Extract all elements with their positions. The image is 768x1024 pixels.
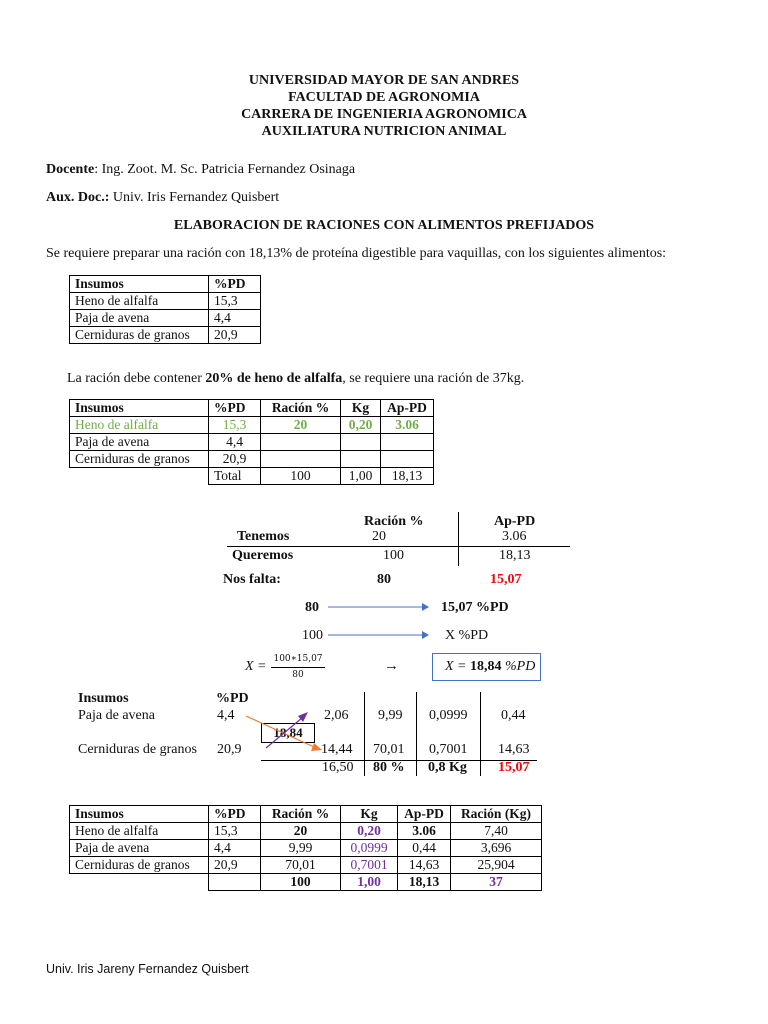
aux-label: Aux. Doc.: [46, 190, 110, 205]
header-cell: Insumos [70, 276, 209, 293]
table-row [70, 434, 434, 451]
pearson-row1-name: Paja de avena [78, 708, 155, 723]
table-cell: 20,9 [209, 451, 261, 468]
table-cell: 20 [261, 417, 341, 434]
pearson-row1-diff: 2,06 [324, 708, 349, 723]
table-cell: Cerniduras de granos [70, 451, 209, 468]
calc-queremos-racion: 100 [383, 548, 404, 563]
para-text: La ración debe contener [67, 371, 206, 386]
table-cell: 14,63 [398, 857, 451, 874]
formula-fraction-bar [271, 667, 325, 668]
table-cell: Paja de avena [70, 434, 209, 451]
document-title: ELABORACION DE RACIONES CON ALIMENTOS PREFIJADOS [173, 218, 595, 233]
table-cell: Heno de alfalfa [70, 293, 209, 310]
result-box [432, 653, 541, 681]
header-cell: Insumos [70, 400, 209, 417]
pearson-row2-pd: 20,9 [217, 742, 242, 757]
calc-queremos-label: Queremos [232, 548, 294, 563]
table-cell: 100 [261, 874, 341, 891]
table-row [70, 293, 261, 310]
table-cell: Paja de avena [70, 310, 209, 327]
pearson-divider [416, 692, 417, 776]
university-name: UNIVERSIDAD MAYOR DE SAN ANDRES [248, 73, 520, 88]
rule-row2-left: 100 [302, 628, 323, 643]
table-cell: 20,9 [209, 327, 261, 344]
calc-tenemos-label: Tenemos [237, 529, 290, 544]
pearson-row2-diff: 14,44 [321, 742, 353, 757]
rule-row2-right: X %PD [445, 628, 489, 643]
calc-vertical-divider [458, 512, 459, 566]
table-cell [261, 434, 341, 451]
pearson-total-pct: 80 % [373, 760, 405, 775]
table-cell: 20 [261, 823, 341, 840]
pearson-row1-kg: 0,0999 [429, 708, 468, 723]
table-cell: 15,3 [209, 823, 261, 840]
para-text: , se requiere una ración de 37kg. [342, 371, 525, 386]
pearson-row1-appd: 0,44 [501, 708, 526, 723]
table-cell: 0,20 [341, 823, 398, 840]
pearson-row2-pct: 70,01 [373, 742, 405, 757]
page-footer: Univ. Iris Jareny Fernandez Quisbert [46, 962, 249, 976]
rule-arrow-2 [328, 629, 430, 641]
table-cell: 100 [261, 468, 341, 485]
header-cell: Ración (Kg) [451, 806, 542, 823]
pearson-row1-pct: 9,99 [378, 708, 403, 723]
table-cell: Paja de avena [70, 840, 209, 857]
docente-label: Docente [46, 162, 95, 177]
pearson-total-kg: 0,8 Kg [428, 760, 467, 775]
table-row [70, 451, 434, 468]
insumos-table [69, 275, 261, 344]
table-cell: 20,9 [209, 857, 261, 874]
calc-col-appd: Ap-PD [494, 514, 536, 529]
rule-arrow-1 [328, 601, 430, 613]
table-cell: 3,696 [451, 840, 542, 857]
table-cell: 7,40 [451, 823, 542, 840]
table-total-row [70, 468, 434, 485]
result-value: 18,84 [470, 659, 502, 674]
calc-tenemos-racion: 20 [372, 529, 386, 544]
table-row [70, 310, 261, 327]
result-unit: %PD [501, 659, 536, 674]
table-cell [261, 451, 341, 468]
career-name: CARRERA DE INGENIERIA AGRONOMICA [241, 107, 527, 122]
table-cell: 1,00 [341, 874, 398, 891]
table-row [70, 823, 542, 840]
pearson-center-box: 18,84 [261, 723, 315, 743]
aux-value: Univ. Iris Fernandez Quisbert [109, 190, 280, 205]
pearson-row2-name: Cerniduras de granos [78, 742, 197, 757]
header-cell: %PD [209, 276, 261, 293]
header-title-block [0, 72, 768, 140]
table-cell: Total [209, 468, 261, 485]
header-cell: Kg [341, 400, 381, 417]
calc-falta-appd: 15,07 [490, 572, 522, 587]
result-text [445, 659, 535, 675]
table-cell: 4,4 [209, 840, 261, 857]
table-cell: 3.06 [398, 823, 451, 840]
table-row [70, 417, 434, 434]
table-cell: Heno de alfalfa [70, 823, 209, 840]
table-cell: Heno de alfalfa [70, 417, 209, 434]
pearson-divider [364, 692, 365, 776]
result-x: X = [445, 659, 470, 674]
empty-cell [70, 874, 209, 891]
table-cell: 9,99 [261, 840, 341, 857]
formula-x-equals: X = [245, 659, 267, 674]
calc-queremos-appd: 18,13 [499, 548, 531, 563]
table-row [70, 857, 542, 874]
header-cell: Ración % [261, 400, 341, 417]
formula-arrow: → [384, 658, 399, 674]
table-cell: 15,3 [209, 417, 261, 434]
header-cell: Ap-PD [398, 806, 451, 823]
calc-falta-racion: 80 [377, 572, 391, 587]
rule-row1-right: 15,07 %PD [441, 600, 509, 615]
para-bold-text: 20% de heno de alfalfa [205, 371, 343, 386]
ration-requirement-paragraph [67, 371, 524, 387]
table-cell: 18,13 [398, 874, 451, 891]
table-cell: Cerniduras de granos [70, 327, 209, 344]
table-cell: 25,904 [451, 857, 542, 874]
table-cell: Cerniduras de granos [70, 857, 209, 874]
pearson-header-pd: %PD [216, 691, 249, 706]
formula-numerator: 100∗15,07 [273, 654, 323, 664]
table-total-row [70, 874, 542, 891]
table-cell: 18,13 [381, 468, 434, 485]
table-row [70, 840, 542, 857]
table-header-row [70, 400, 434, 417]
pearson-header-insumos: Insumos [78, 691, 129, 706]
header-cell: %PD [209, 400, 261, 417]
intro-paragraph: Se requiere preparar una ración con 18,13% de proteína digestible para vaquillas, con los siguientes alimentos: [46, 246, 667, 261]
table-cell [341, 451, 381, 468]
docente-line [46, 162, 355, 178]
pearson-total-appd: 15,07 [498, 760, 530, 775]
table-cell: 0,20 [341, 417, 381, 434]
table-cell [341, 434, 381, 451]
header-cell: %PD [209, 806, 261, 823]
pearson-row1-pd: 4,4 [217, 708, 235, 723]
table-header-row [70, 806, 542, 823]
ration-table [69, 399, 434, 485]
table-cell: 0,44 [398, 840, 451, 857]
empty-cell [70, 468, 209, 485]
header-cell: Ración % [261, 806, 341, 823]
course-name: AUXILIATURA NUTRICION ANIMAL [261, 124, 507, 139]
calc-col-racion: Ración % [364, 514, 424, 529]
table-cell: 37 [451, 874, 542, 891]
pearson-divider [480, 692, 481, 776]
table-row [70, 327, 261, 344]
pearson-row2-kg: 0,7001 [429, 742, 468, 757]
table-cell: 3.06 [381, 417, 434, 434]
pearson-row2-appd: 14,63 [498, 742, 530, 757]
aux-line [46, 190, 279, 206]
header-cell: Insumos [70, 806, 209, 823]
table-cell: 1,00 [341, 468, 381, 485]
table-cell: 4,4 [209, 310, 261, 327]
table-cell: 4,4 [209, 434, 261, 451]
docente-value: : Ing. Zoot. M. Sc. Patricia Fernandez Osinaga [94, 162, 356, 177]
header-cell: Kg [341, 806, 398, 823]
rule-row1-left: 80 [305, 600, 319, 615]
formula-denominator: 80 [292, 670, 304, 680]
table-cell: 15,3 [209, 293, 261, 310]
calc-tenemos-appd: 3.06 [502, 529, 527, 544]
table-cell: 0,0999 [341, 840, 398, 857]
calc-horizontal-divider [227, 546, 570, 547]
calc-falta-label: Nos falta: [223, 572, 281, 587]
header-cell: Ap-PD [381, 400, 434, 417]
pearson-total-diff: 16,50 [322, 760, 354, 775]
table-cell [381, 434, 434, 451]
table-cell: 70,01 [261, 857, 341, 874]
empty-cell [209, 874, 261, 891]
table-header-row [70, 276, 261, 293]
faculty-name: FACULTAD DE AGRONOMIA [288, 90, 480, 105]
table-cell [381, 451, 434, 468]
final-ration-table [69, 805, 542, 891]
table-cell: 0,7001 [341, 857, 398, 874]
